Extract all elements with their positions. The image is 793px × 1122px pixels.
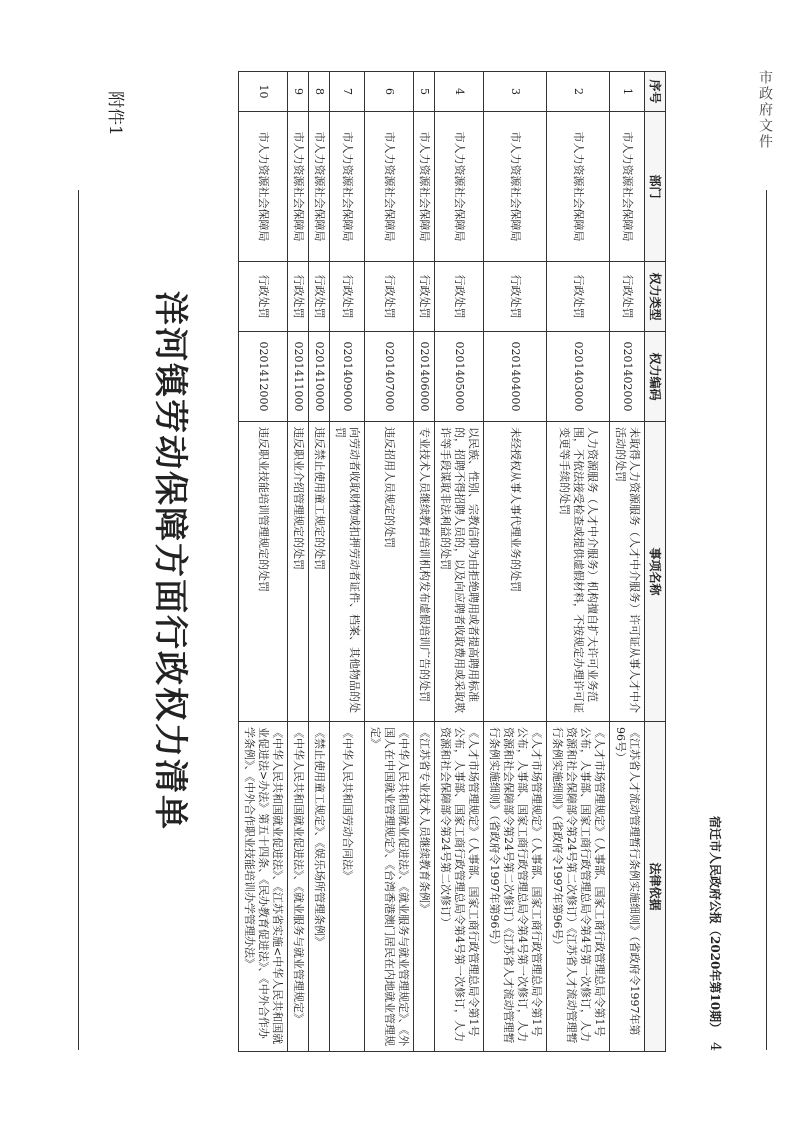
table-header-row <box>645 72 666 1052</box>
cell-no: 2 <box>547 72 610 112</box>
table-row <box>547 72 610 1052</box>
cell-name: 人力资源服务（人才中介服务）机构擅自扩大许可业务范围，不依法接受检查或提供虚假材料，不按规定办理许可证变更等手续的处罚 <box>547 422 610 722</box>
cell-basis: 《禁止使用童工规定》、《娱乐场所管理条例》 <box>309 722 330 1052</box>
cell-type: 行政处罚 <box>484 262 547 332</box>
cell-no: 1 <box>610 72 645 112</box>
cell-name: 以民族、性别、宗教信仰为由拒绝聘用或者提高聘用标准的，招聘不得招聘人员的，以及向应聘者收取费用或采取欺诈等手段谋取非法利益的处罚 <box>435 422 484 722</box>
cell-basis: 《中华人民共和国就业促进法》、《就业服务与就业管理规定》 <box>288 722 309 1052</box>
cell-no: 6 <box>365 72 414 112</box>
cell-name: 违反招用人员规定的处罚 <box>365 422 414 722</box>
power-list-table <box>238 71 666 1052</box>
cell-code: 0201406000 <box>414 332 435 422</box>
cell-name: 未经授权从事人事代理业务的处罚 <box>484 422 547 722</box>
cell-dept: 市人力资源社会保障局 <box>610 112 645 262</box>
cell-code: 0201407000 <box>365 332 414 422</box>
attachment-label: 附件1 <box>105 91 125 136</box>
cell-basis: 《人才市场管理规定》（人事部、国家工商行政管理总局令第1号公布，人事部、国家工商行政管理总局令第4号第一次修订，人力资源和社会保障部令第24号第二次修订）《江苏省人才流动管理暂行条例实施细则》（省政府令1997年第96号） <box>547 722 610 1052</box>
cell-dept: 市人力资源社会保障局 <box>435 112 484 262</box>
cell-basis: 《中华人民共和国就业促进法》、《就业服务与就业管理规定》、《外国人在中国就业管理规定》、《台湾香港澳门居民在内地就业管理规定》 <box>365 722 414 1052</box>
table-row <box>365 72 414 1052</box>
cell-dept: 市人力资源社会保障局 <box>414 112 435 262</box>
table-row <box>330 72 365 1052</box>
page-title: 洋河镇劳动保障方面行政权力清单 <box>150 291 190 831</box>
cell-code: 0201405000 <box>435 332 484 422</box>
header-dept: 部门 <box>645 112 666 262</box>
cell-type: 行政处罚 <box>288 262 309 332</box>
cell-code: 0201403000 <box>547 332 610 422</box>
cell-type: 行政处罚 <box>309 262 330 332</box>
cell-name: 向劳动者收取财物或扣押劳动者证件、档案、其他物品的处罚 <box>330 422 365 722</box>
header-rule <box>766 190 767 1050</box>
cell-type: 行政处罚 <box>414 262 435 332</box>
cell-no: 5 <box>414 72 435 112</box>
cell-type: 行政处罚 <box>547 262 610 332</box>
cell-code: 0201411000 <box>288 332 309 422</box>
cell-code: 0201412000 <box>239 332 288 422</box>
cell-name: 违反职业介绍管理规定的处罚 <box>288 422 309 722</box>
cell-no: 10 <box>239 72 288 112</box>
rotated-page <box>46 61 746 1061</box>
footer <box>707 621 724 1051</box>
table-row <box>309 72 330 1052</box>
cell-no: 7 <box>330 72 365 112</box>
table-row <box>435 72 484 1052</box>
cell-dept: 市人力资源社会保障局 <box>309 112 330 262</box>
running-header: 市政府文件 <box>757 70 773 150</box>
cell-basis: 《中华人民共和国劳动合同法》 <box>330 722 365 1052</box>
cell-basis: 《人才市场管理规定》（人事部、国家工商行政管理总局令第1号公布，人事部、国家工商行政管理总局令第4号第一次修订，人力资源和社会保障部令第24号第二次修订）《江苏省人才流动管理暂行条例实施细则》（省政府令1997年第96号） <box>484 722 547 1052</box>
page-number: 4 <box>707 1042 723 1051</box>
cell-code: 0201404000 <box>484 332 547 422</box>
cell-dept: 市人力资源社会保障局 <box>365 112 414 262</box>
table-row <box>414 72 435 1052</box>
cell-code: 0201402000 <box>610 332 645 422</box>
header-basis: 法律依据 <box>645 722 666 1052</box>
header-code: 权力编码 <box>645 332 666 422</box>
cell-basis: 《江苏省专业技术人员继续教育条例》 <box>414 722 435 1052</box>
table-row <box>288 72 309 1052</box>
cell-type: 行政处罚 <box>365 262 414 332</box>
cell-name: 未取得人力资源服务（人才中介服务）许可证从事人才中介活动的处罚 <box>610 422 645 722</box>
cell-name: 专业技术人员继续教育培训机构发布虚假培训广告的处罚 <box>414 422 435 722</box>
table-row <box>610 72 645 1052</box>
cell-type: 行政处罚 <box>435 262 484 332</box>
cell-type: 行政处罚 <box>330 262 365 332</box>
cell-name: 违反职业技能培训管理规定的处罚 <box>239 422 288 722</box>
cell-basis: 《人才市场管理规定》（人事部、国家工商行政管理总局令第1号公布，人事部、国家工商行政管理总局令第4号第一次修订，人力资源和社会保障部令第24号第二次修订） <box>435 722 484 1052</box>
cell-basis: 《中华人民共和国就业促进法》、《江苏省实施<中华人民共和国就业促进法>办法》第五十四条、《民办教育促进法》、《中外合作办学条例》、《中外合作职业技能培训办学管理办法》 <box>239 722 288 1052</box>
cell-code: 0201410000 <box>309 332 330 422</box>
cell-basis: 《江苏省人才流动管理暂行条例实施细则》（省政府令1997年第96号） <box>610 722 645 1052</box>
cell-type: 行政处罚 <box>239 262 288 332</box>
table-row <box>484 72 547 1052</box>
header-type: 权力类型 <box>645 262 666 332</box>
table-row <box>239 72 288 1052</box>
cell-dept: 市人力资源社会保障局 <box>330 112 365 262</box>
cell-dept: 市人力资源社会保障局 <box>239 112 288 262</box>
cell-code: 0201409000 <box>330 332 365 422</box>
publication-name: 宿迁市人民政府公报（2020年第10期） <box>708 815 722 1035</box>
cell-type: 行政处罚 <box>610 262 645 332</box>
header-no: 序号 <box>645 72 666 112</box>
cell-dept: 市人力资源社会保障局 <box>288 112 309 262</box>
cell-no: 8 <box>309 72 330 112</box>
cell-dept: 市人力资源社会保障局 <box>547 112 610 262</box>
header-name: 事项名称 <box>645 422 666 722</box>
cell-dept: 市人力资源社会保障局 <box>484 112 547 262</box>
cell-no: 4 <box>435 72 484 112</box>
cell-no: 3 <box>484 72 547 112</box>
cell-no: 9 <box>288 72 309 112</box>
cell-name: 违反禁止使用童工规定的处罚 <box>309 422 330 722</box>
